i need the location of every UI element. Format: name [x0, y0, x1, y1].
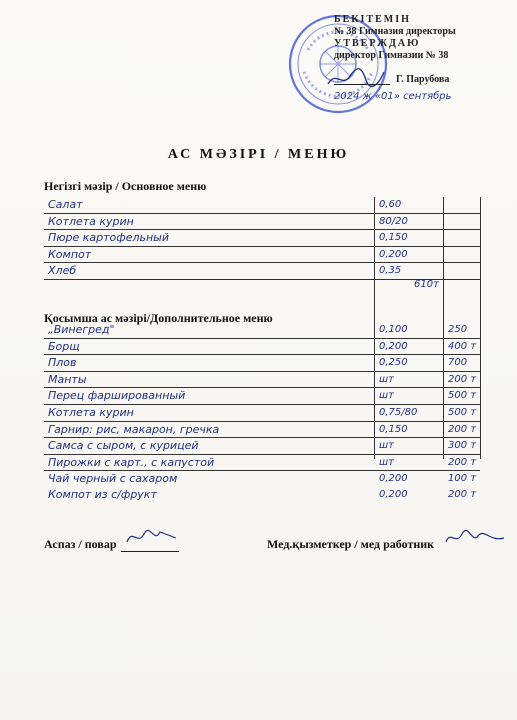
item-price: 200 т	[448, 456, 477, 468]
item-name: Компот из с/фрукт	[48, 487, 157, 501]
main-menu-heading: Негізгі мәзір / Основное меню	[44, 179, 207, 193]
cook-label: Аспаз / повар	[44, 537, 117, 551]
item-name: Котлета курин	[48, 405, 134, 419]
page-title: АС МӘЗІРІ / МЕНЮ	[167, 147, 350, 162]
item-qty: шт	[379, 440, 394, 452]
medic-label: Мед.қызметкер / мед работник	[267, 537, 435, 551]
table-row	[44, 355, 480, 372]
table-row	[44, 438, 480, 455]
item-qty: шт	[379, 456, 394, 468]
item-name: Манты	[48, 372, 87, 386]
item-qty: 0,35	[379, 265, 402, 277]
item-qty: шт	[379, 390, 394, 402]
item-qty: 0,100	[379, 324, 408, 335]
item-price: 400 т	[448, 340, 477, 352]
extra-menu-table	[44, 322, 480, 503]
item-price: 250	[448, 324, 468, 335]
table-row	[44, 230, 480, 247]
item-qty: 0,200	[379, 488, 408, 500]
table-row	[44, 372, 480, 389]
medic-signature	[444, 528, 506, 548]
item-price: 700	[448, 357, 468, 369]
item-qty: шт	[379, 373, 394, 385]
main-menu-total: 610т	[414, 279, 439, 290]
item-price: 200 т	[448, 488, 477, 500]
approval-kz-position: № 38 Гимназия директоры	[334, 26, 456, 37]
table-row	[44, 422, 480, 439]
table-row	[44, 455, 480, 472]
table-row	[44, 388, 480, 405]
item-name: Хлеб	[48, 264, 77, 278]
item-qty: 0,200	[379, 340, 408, 352]
approval-kz: БЕКІТЕМІН	[334, 14, 411, 25]
table-row	[44, 322, 480, 339]
item-qty: 0,150	[379, 423, 408, 435]
item-price: 200 т	[448, 373, 477, 385]
approval-ru: УТВЕРЖДАЮ	[334, 38, 421, 49]
item-price: 200 т	[448, 423, 477, 435]
approval-date: 2024 ж «01» сентябрь	[334, 91, 452, 102]
item-qty: 0,150	[379, 232, 408, 244]
table-row	[44, 339, 480, 356]
item-name: Перец фаршированный	[48, 389, 186, 403]
table-row	[44, 263, 480, 280]
cook-signature	[124, 526, 180, 548]
item-name: Пирожки с карт., с капустой	[48, 455, 215, 469]
item-name: Компот	[48, 247, 92, 261]
table-row	[44, 487, 480, 503]
item-qty: 0,200	[379, 473, 408, 485]
table-row	[44, 471, 480, 487]
main-menu-table	[44, 197, 480, 280]
item-qty: 0,200	[379, 248, 408, 260]
medic-signature-field	[267, 537, 434, 552]
table-row	[44, 405, 480, 422]
cook-signature-blank	[121, 551, 179, 552]
item-name: Плов	[48, 356, 77, 370]
approval-ru-position: директор Гимназии № 38	[334, 50, 449, 61]
table-row	[44, 214, 480, 231]
table-divider-qty	[374, 197, 375, 459]
director-signature	[326, 66, 386, 90]
item-qty: 0,75/80	[379, 406, 418, 418]
approval-signatory: Г. Парубова	[396, 74, 450, 85]
item-price: 500 т	[448, 390, 477, 402]
item-name: Гарнир: рис, макарон, гречка	[48, 422, 220, 436]
extra-menu-heading: Қосымша ас мәзірі/Дополнительное меню	[44, 311, 273, 325]
item-price: 100 т	[448, 473, 477, 485]
item-qty: 80/20	[379, 215, 408, 227]
item-price: 500 т	[448, 406, 477, 418]
item-qty: 0,60	[379, 199, 402, 210]
item-price: 300 т	[448, 440, 477, 452]
table-row	[44, 197, 480, 214]
item-name: Пюре картофельный	[48, 231, 169, 245]
item-name: „Винегред"	[48, 323, 115, 336]
table-border-right	[480, 197, 481, 459]
item-name: Котлета курин	[48, 214, 134, 228]
item-qty: 0,250	[379, 357, 408, 369]
item-name: Самса с сыром, с курицей	[48, 439, 199, 453]
table-row	[44, 247, 480, 264]
item-name: Чай черный с сахаром	[48, 472, 178, 486]
item-name: Салат	[48, 198, 83, 211]
item-name: Борщ	[48, 339, 80, 353]
table-divider-price	[443, 197, 444, 459]
